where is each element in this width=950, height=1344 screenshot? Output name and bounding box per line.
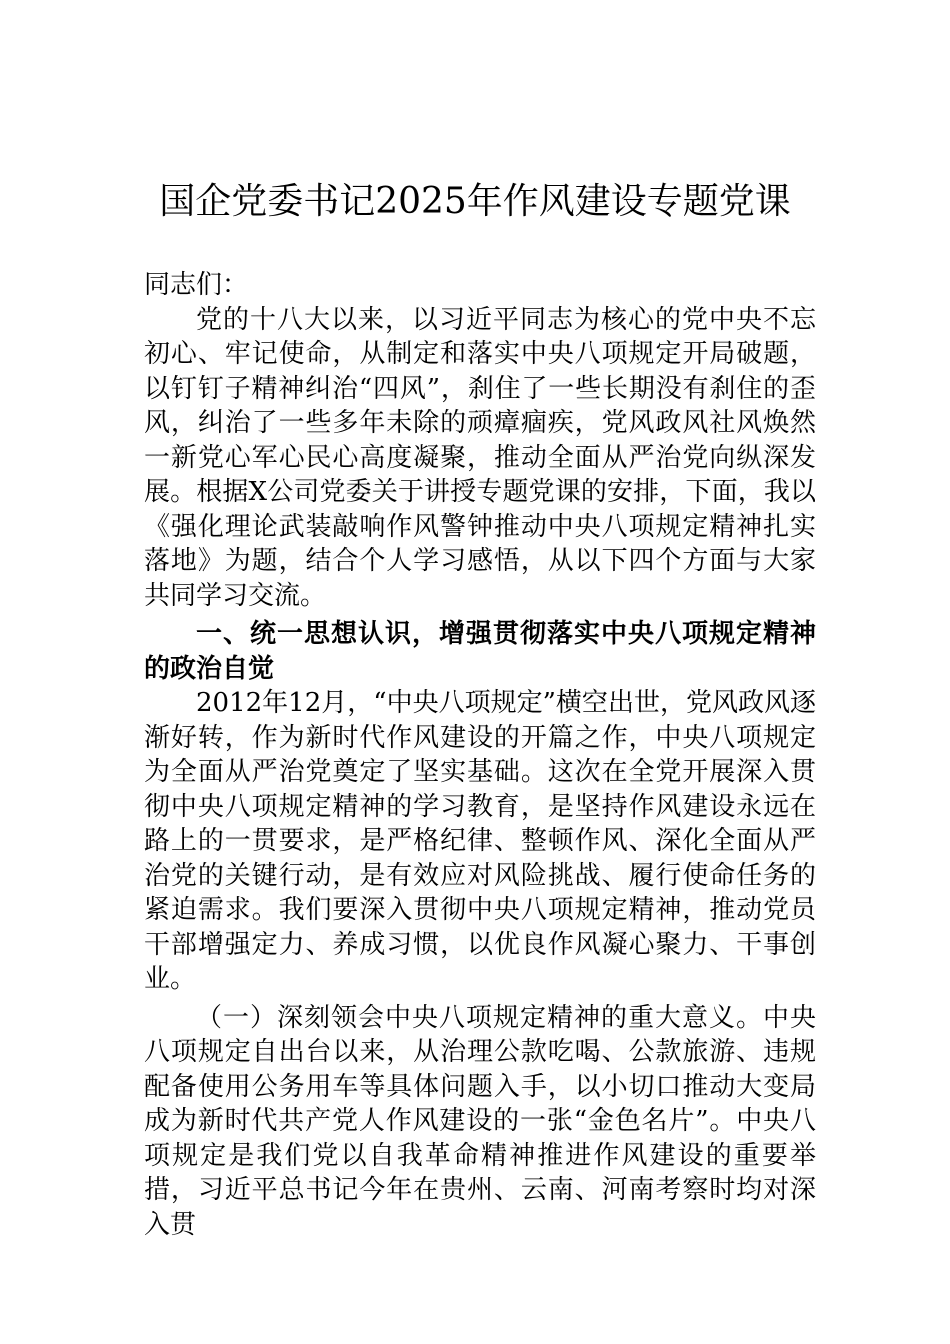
paragraph-section-1: 2012年12月，“中央八项规定”横空出世，党风政风逐渐好转，作为新时代作风建设的开篇之作，中央八项规定为全面从严治党奠定了坚实基础。这次在全党开展深入贯彻中央八项规定精神的学习教育，是坚持作风建设永远在路上的一贯要求，是严格纪律、整顿作风、深化全面从严治党的关键行动，是有效应对风险挑战、履行使命任务的紧迫需求。我们要深入贯彻中央八项规定精神，推动党员干部增强定力、养成习惯，以优良作风凝心聚力、干事创业。 <box>144 688 816 994</box>
section-heading-1: 一、统一思想认识，增强贯彻落实中央八项规定精神的政治自觉 <box>144 619 816 684</box>
document-body <box>144 268 816 1242</box>
salutation: 同志们： <box>144 270 249 300</box>
document-title: 国企党委书记2025年作风建设专题党课 <box>159 181 791 222</box>
paragraph-subsection-1: （一）深刻领会中央八项规定精神的重大意义。中央八项规定自出台以来，从治理公款吃喝、公款旅游、违规配备使用公务用车等具体问题入手，以小切口推动大变局成为新时代共产党人作风建设的一张“金色名片”。中央八项规定是我们党以自我革命精神推进作风建设的重要举措，习近平总书记今年在贵州、云南、河南考察时均对深入贯 <box>144 1002 816 1240</box>
paragraph-intro: 党的十八大以来，以习近平同志为核心的党中央不忘初心、牢记使命，从制定和落实中央八项规定开局破题，以钉钉子精神纠治“四风”，刹住了一些长期没有刹住的歪风，纠治了一些多年未除的顽瘴痼疾，党风政风社风焕然一新党心军心民心高度凝聚，推动全面从严治党向纵深发展。根据X公司党委关于讲授专题党课的安排，下面，我以《强化理论武装敲响作风警钟推动中央八项规定精神扎实落地》为题，结合个人学习感悟，从以下四个方面与大家共同学习交流。 <box>144 304 816 611</box>
